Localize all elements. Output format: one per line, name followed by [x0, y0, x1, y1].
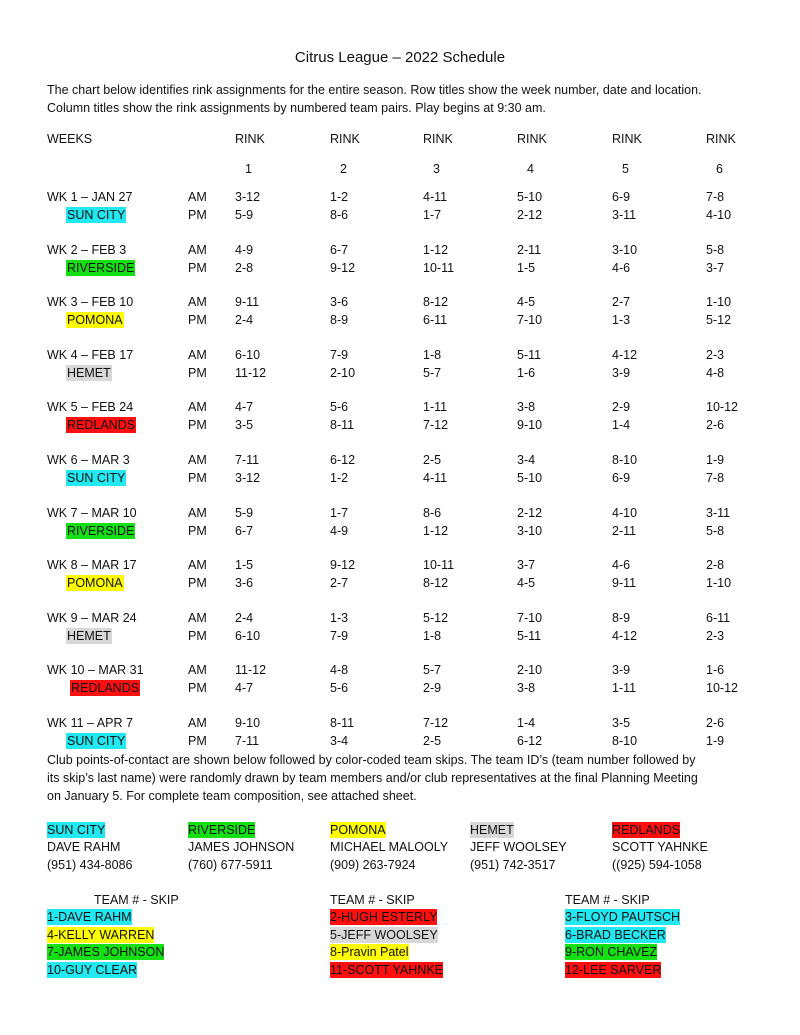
pm-pairing: 10-11	[423, 260, 455, 275]
rink-number: 2	[340, 162, 347, 176]
pm-pairing: 1-2	[330, 471, 349, 485]
club-name: SUN CITY	[47, 823, 106, 837]
pm-pairing: 2-9	[423, 681, 442, 696]
pm-pairing: 9-11	[612, 576, 637, 591]
am-pairing: 3-8	[517, 400, 536, 415]
pm-pairing: 4-12	[612, 628, 638, 643]
week-label: WK 7 – MAR 10	[47, 505, 137, 520]
pm-pairing: 5-11	[517, 628, 542, 643]
pm-pairing: 5-6	[330, 681, 349, 696]
pm-pairing: 11-12	[235, 365, 267, 380]
pm-label: PM	[188, 734, 207, 748]
am-pairing: 4-8	[330, 663, 349, 678]
am-pairing: 2-11	[517, 242, 542, 257]
am-pairing: 6-9	[612, 190, 631, 204]
week-location: POMONA	[67, 576, 123, 591]
team-skip: 11-SCOTT YAHNKE	[330, 963, 443, 978]
am-pairing: 1-5	[235, 558, 254, 573]
am-pairing: 3-10	[612, 242, 638, 257]
am-label: AM	[188, 558, 207, 573]
am-pairing: 11-12	[235, 663, 267, 678]
am-pairing: 1-8	[423, 347, 442, 362]
am-pairing: 7-8	[706, 190, 725, 204]
rink-header-label: RINK	[706, 132, 736, 146]
week-label: WK 2 – FEB 3	[47, 242, 127, 257]
week-location: SUN CITY	[67, 471, 126, 485]
pm-pairing: 3-7	[706, 260, 725, 275]
pm-label: PM	[188, 628, 207, 643]
am-pairing: 2-3	[706, 347, 725, 362]
week-location: HEMET	[67, 628, 111, 643]
week-location: RIVERSIDE	[67, 523, 135, 538]
club-phone: (951) 742-3517	[470, 858, 556, 872]
am-pairing: 4-5	[517, 295, 536, 310]
team-skip: 5-JEFF WOOLSEY	[330, 927, 438, 942]
rink-number: 3	[433, 162, 440, 176]
pm-pairing: 4-9	[330, 523, 349, 538]
note-line-2: its skip’s last name) were randomly drawn by team members and/or club representatives at the final Planning Meeting	[47, 771, 698, 785]
pm-pairing: 6-11	[423, 313, 448, 328]
rink-number: 1	[245, 162, 252, 176]
am-pairing: 7-12	[423, 716, 449, 730]
week-location: REDLANDS	[67, 418, 136, 433]
am-pairing: 3-7	[517, 558, 536, 573]
am-label: AM	[188, 716, 207, 730]
pm-pairing: 1-9	[706, 734, 725, 748]
club-contact: JEFF WOOLSEY	[470, 840, 567, 854]
am-pairing: 1-10	[706, 295, 732, 310]
pm-pairing: 3-6	[235, 576, 254, 591]
pm-pairing: 2-3	[706, 628, 725, 643]
rink-header-label: RINK	[423, 132, 453, 146]
pm-pairing: 3-8	[517, 681, 536, 696]
pm-pairing: 7-11	[235, 734, 260, 748]
team-skip: 2-HUGH ESTERLY	[330, 910, 438, 924]
week-label: WK 1 – JAN 27	[47, 190, 133, 204]
pm-pairing: 1-11	[612, 681, 637, 696]
week-location: SUN CITY	[67, 734, 126, 748]
pm-pairing: 3-9	[612, 365, 631, 380]
team-skip: 4-KELLY WARREN	[47, 927, 155, 942]
pm-pairing: 8-9	[330, 313, 349, 328]
club-phone: ((925) 594-1058	[612, 858, 702, 872]
am-pairing: 2-10	[517, 663, 543, 678]
team-header: TEAM # - SKIP	[330, 893, 415, 907]
pm-pairing: 6-9	[612, 471, 631, 485]
am-pairing: 1-2	[330, 190, 349, 204]
pm-pairing: 2-7	[330, 576, 349, 591]
pm-pairing: 2-10	[330, 365, 356, 380]
am-pairing: 5-11	[517, 347, 542, 362]
pm-label: PM	[188, 418, 207, 433]
am-pairing: 2-7	[612, 295, 631, 310]
am-label: AM	[188, 663, 207, 678]
week-location: RIVERSIDE	[67, 260, 135, 275]
club-contact: MICHAEL MALOOLY	[330, 840, 449, 854]
pm-pairing: 1-12	[423, 523, 449, 538]
am-pairing: 4-11	[423, 190, 448, 204]
pm-pairing: 4-5	[517, 576, 536, 591]
am-label: AM	[188, 400, 207, 415]
week-location: SUN CITY	[67, 208, 126, 222]
am-pairing: 5-7	[423, 663, 442, 678]
week-label: WK 3 – FEB 10	[47, 295, 134, 310]
pm-pairing: 8-12	[423, 576, 449, 591]
am-pairing: 8-11	[330, 716, 355, 730]
note-line-1: Club points-of-contact are shown below followed by color-coded team skips. The team ID’s (team number followed by	[47, 753, 696, 767]
week-label: WK 8 – MAR 17	[47, 558, 137, 573]
am-pairing: 6-7	[330, 242, 349, 257]
team-header: TEAM # - SKIP	[94, 893, 179, 907]
pm-pairing: 8-11	[330, 418, 355, 433]
club-name: REDLANDS	[612, 823, 681, 837]
am-pairing: 1-11	[423, 400, 448, 415]
am-pairing: 6-11	[706, 610, 731, 625]
pm-pairing: 7-12	[423, 418, 449, 433]
pm-pairing: 1-3	[612, 313, 631, 328]
am-pairing: 5-8	[706, 242, 725, 257]
rink-number: 5	[622, 162, 629, 176]
team-skip: 1-DAVE RAHM	[47, 910, 132, 924]
week-label: WK 5 – FEB 24	[47, 400, 134, 415]
club-contact: DAVE RAHM	[47, 840, 121, 854]
pm-pairing: 2-5	[423, 734, 442, 748]
pm-pairing: 3-11	[612, 208, 637, 222]
week-label: WK 4 – FEB 17	[47, 347, 134, 362]
weeks-header: WEEKS	[47, 132, 93, 146]
am-pairing: 4-10	[612, 505, 638, 520]
rink-number: 6	[716, 162, 723, 176]
pm-label: PM	[188, 365, 207, 380]
pm-pairing: 8-6	[330, 208, 349, 222]
am-pairing: 9-12	[330, 558, 356, 573]
week-location: POMONA	[67, 313, 123, 328]
am-label: AM	[188, 505, 207, 520]
pm-pairing: 1-7	[423, 208, 442, 222]
club-name: POMONA	[330, 823, 386, 837]
pm-pairing: 1-8	[423, 628, 442, 643]
am-pairing: 8-9	[612, 610, 631, 625]
team-header: TEAM # - SKIP	[565, 893, 650, 907]
rink-header-label: RINK	[517, 132, 547, 146]
am-label: AM	[188, 242, 207, 257]
am-pairing: 3-4	[517, 453, 536, 467]
team-skip: 10-GUY CLEAR	[47, 963, 138, 978]
pm-pairing: 6-7	[235, 523, 254, 538]
pm-label: PM	[188, 523, 207, 538]
intro-line-2: Column titles show the rink assignments by numbered team pairs. Play begins at 9:30 am.	[47, 101, 546, 115]
am-pairing: 4-7	[235, 400, 254, 415]
am-pairing: 1-9	[706, 453, 725, 467]
am-pairing: 9-11	[235, 295, 260, 310]
week-location: REDLANDS	[71, 681, 140, 696]
club-name: HEMET	[470, 823, 514, 837]
pm-pairing: 5-8	[706, 523, 725, 538]
am-pairing: 4-12	[612, 347, 638, 362]
pm-pairing: 9-10	[517, 418, 543, 433]
am-label: AM	[188, 453, 207, 467]
pm-pairing: 4-8	[706, 365, 725, 380]
week-label: WK 11 – APR 7	[47, 716, 133, 730]
am-pairing: 2-6	[706, 716, 725, 730]
am-label: AM	[188, 190, 207, 204]
pm-pairing: 6-10	[235, 628, 261, 643]
pm-pairing: 7-10	[517, 313, 543, 328]
club-phone: (909) 263-7924	[330, 858, 416, 872]
am-pairing: 5-12	[423, 610, 449, 625]
pm-pairing: 4-10	[706, 208, 732, 222]
pm-label: PM	[188, 576, 207, 591]
pm-pairing: 6-12	[517, 734, 543, 748]
am-pairing: 8-10	[612, 453, 638, 467]
week-label: WK 9 – MAR 24	[47, 610, 137, 625]
pm-pairing: 3-5	[235, 418, 254, 433]
am-label: AM	[188, 610, 207, 625]
pm-label: PM	[188, 681, 207, 696]
team-skip: 9-RON CHAVEZ	[565, 945, 658, 960]
am-pairing: 8-6	[423, 505, 442, 520]
intro-line-1: The chart below identifies rink assignments for the entire season. Row titles show the week number, date and location.	[47, 83, 702, 97]
pm-pairing: 2-6	[706, 418, 725, 433]
pm-pairing: 4-6	[612, 260, 631, 275]
club-phone: (951) 434-8086	[47, 858, 133, 872]
rink-header-label: RINK	[612, 132, 642, 146]
am-label: AM	[188, 295, 207, 310]
am-pairing: 1-12	[423, 242, 449, 257]
am-pairing: 2-12	[517, 505, 543, 520]
am-pairing: 3-12	[235, 190, 261, 204]
rink-header-label: RINK	[330, 132, 360, 146]
am-pairing: 3-6	[330, 295, 349, 310]
am-pairing: 2-9	[612, 400, 631, 415]
am-pairing: 9-10	[235, 716, 261, 730]
am-pairing: 7-9	[330, 347, 349, 362]
team-skip: 8-Pravin Patel	[330, 945, 409, 960]
club-contact: SCOTT YAHNKE	[612, 840, 708, 854]
pm-pairing: 1-4	[612, 418, 631, 433]
am-pairing: 5-10	[517, 190, 543, 204]
am-pairing: 3-11	[706, 505, 731, 520]
rink-number: 4	[527, 162, 534, 176]
pm-pairing: 2-11	[612, 523, 637, 538]
pm-pairing: 2-12	[517, 208, 543, 222]
am-pairing: 3-9	[612, 663, 631, 678]
team-skip: 12-LEE SARVER	[565, 963, 662, 978]
week-label: WK 6 – MAR 3	[47, 453, 130, 467]
am-pairing: 6-10	[235, 347, 261, 362]
am-pairing: 4-6	[612, 558, 631, 573]
am-pairing: 2-4	[235, 610, 254, 625]
team-skip: 6-BRAD BECKER	[565, 927, 666, 942]
pm-pairing: 9-12	[330, 260, 356, 275]
rink-header-label: RINK	[235, 132, 265, 146]
pm-pairing: 3-4	[330, 734, 349, 748]
page-title: Citrus League – 2022 Schedule	[294, 49, 506, 66]
am-pairing: 2-5	[423, 453, 442, 467]
team-skip: 7-JAMES JOHNSON	[47, 945, 165, 960]
am-pairing: 1-7	[330, 505, 349, 520]
pm-pairing: 1-10	[706, 576, 732, 591]
pm-pairing: 4-11	[423, 471, 448, 485]
pm-pairing: 5-9	[235, 208, 254, 222]
am-pairing: 4-9	[235, 242, 254, 257]
am-pairing: 7-11	[235, 453, 260, 467]
pm-pairing: 2-8	[235, 260, 254, 275]
am-pairing: 10-11	[423, 558, 455, 573]
club-contact: JAMES JOHNSON	[188, 840, 295, 854]
note-line-3: on January 5. For complete team composition, see attached sheet.	[47, 789, 417, 803]
am-pairing: 1-3	[330, 610, 349, 625]
am-pairing: 2-8	[706, 558, 725, 573]
pm-pairing: 3-10	[517, 523, 543, 538]
pm-pairing: 7-9	[330, 628, 349, 643]
am-pairing: 10-12	[706, 400, 738, 415]
pm-pairing: 2-4	[235, 313, 254, 328]
am-pairing: 1-6	[706, 663, 725, 678]
pm-label: PM	[188, 313, 207, 328]
am-label: AM	[188, 347, 207, 362]
pm-pairing: 10-12	[706, 681, 738, 696]
am-pairing: 8-12	[423, 295, 449, 310]
pm-label: PM	[188, 208, 207, 222]
am-pairing: 5-9	[235, 505, 254, 520]
am-pairing: 1-4	[517, 716, 536, 730]
club-name: RIVERSIDE	[188, 823, 256, 837]
pm-pairing: 5-7	[423, 365, 442, 380]
am-pairing: 5-6	[330, 400, 349, 415]
am-pairing: 3-5	[612, 716, 631, 730]
club-phone: (760) 677-5911	[188, 858, 273, 872]
pm-pairing: 5-10	[517, 471, 543, 485]
week-location: HEMET	[67, 365, 111, 380]
am-pairing: 6-12	[330, 453, 356, 467]
pm-pairing: 7-8	[706, 471, 725, 485]
pm-pairing: 3-12	[235, 471, 261, 485]
pm-pairing: 1-5	[517, 260, 536, 275]
pm-label: PM	[188, 260, 207, 275]
team-skip: 3-FLOYD PAUTSCH	[565, 910, 681, 924]
pm-pairing: 5-12	[706, 313, 732, 328]
pm-label: PM	[188, 471, 207, 485]
am-pairing: 7-10	[517, 610, 543, 625]
pm-pairing: 8-10	[612, 734, 638, 748]
week-label: WK 10 – MAR 31	[47, 663, 144, 678]
pm-pairing: 1-6	[517, 365, 536, 380]
pm-pairing: 4-7	[235, 681, 254, 696]
